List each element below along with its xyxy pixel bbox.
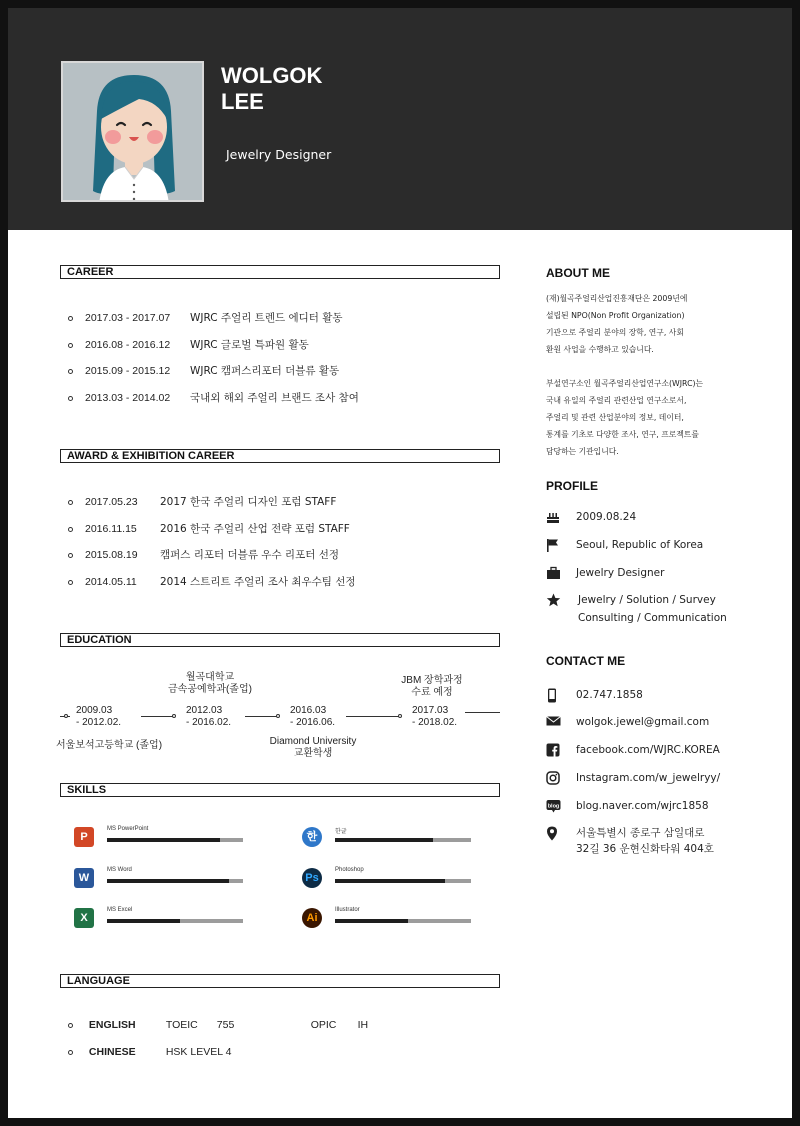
career-item [68, 337, 309, 352]
education-school-name: 월곡대학교 [185, 672, 235, 683]
about-line: 환원 사업을 수행하고 있습니다. [546, 345, 654, 354]
education-date-start: 2017.03 [412, 705, 449, 716]
skill-bar [107, 919, 243, 923]
star-icon [546, 593, 562, 607]
skill-name: Photoshop [335, 867, 364, 873]
education-section-title: EDUCATION [60, 633, 500, 647]
education-date-start: 2012.03 [186, 705, 223, 716]
career-date: 2015.09 - 2015.12 [85, 365, 171, 377]
flag-icon [546, 538, 562, 552]
timeline-dot [398, 714, 402, 718]
bullet-icon [68, 1050, 73, 1055]
name-second-line: LEE [221, 89, 264, 114]
award-date: 2016.11.15 [85, 523, 137, 535]
award-item [68, 547, 339, 562]
language-item [68, 1046, 231, 1058]
award-item [68, 521, 350, 536]
profile-interests-line1: Jewelry / Solution / Survey [578, 594, 716, 606]
name-heading [221, 63, 322, 115]
about-section-title: ABOUT ME [546, 266, 610, 280]
mail-icon [546, 715, 562, 729]
career-date: 2013.03 - 2014.02 [85, 392, 171, 404]
contact-facebook-link[interactable]: facebook.com/WJRC.KOREA [576, 744, 720, 756]
award-date: 2015.08.19 [85, 549, 138, 561]
timeline-dot [172, 714, 176, 718]
career-date: 2016.08 - 2016.12 [85, 339, 171, 351]
timeline-line [465, 712, 500, 713]
word-icon: W [74, 868, 94, 888]
bullet-icon [68, 369, 73, 374]
career-text: WJRC 글로벌 특파원 활동 [190, 339, 309, 351]
education-school [158, 672, 262, 696]
contact-address-line2: 32길 36 운현신화타워 404호 [576, 843, 714, 855]
powerpoint-icon: P [74, 827, 94, 847]
skills-section-title: SKILLS [60, 783, 500, 797]
education-date [290, 705, 335, 729]
about-text [546, 290, 746, 460]
career-item [68, 310, 343, 325]
skill-bar-fill [107, 838, 220, 842]
about-line: 국내 유일의 주얼리 관련산업 연구소로서, [546, 396, 687, 405]
career-section-title: CAREER [60, 265, 500, 279]
blog-icon [546, 799, 562, 813]
education-date-end: - 2016.06. [290, 717, 336, 728]
contact-phone-text[interactable]: 02.747.1858 [576, 689, 643, 701]
career-date: 2017.03 - 2017.07 [85, 312, 171, 324]
skill-bar [107, 838, 243, 842]
career-text: 국내외 해외 주얼리 브랜드 조사 참여 [190, 392, 359, 404]
timeline-line [346, 716, 400, 717]
skill-bar-fill [107, 879, 229, 883]
resume-page [8, 8, 792, 1118]
profile-birth-text: 2009.08.24 [576, 511, 637, 523]
profile-location-text: Seoul, Republic of Korea [576, 539, 704, 551]
hangul-icon: 한 [302, 827, 322, 847]
language-test: TOEIC [165, 1019, 198, 1031]
job-title: Jewelry Designer [226, 147, 332, 162]
career-text: WJRC 캠퍼스리포터 더블류 활동 [190, 365, 340, 377]
about-line: (재)월곡주얼리산업진흥재단은 2009년에 [546, 294, 688, 303]
skill-name: MS Excel [107, 907, 133, 913]
education-school-name: Diamond University [269, 736, 357, 747]
about-line: 담당하는 기관입니다. [546, 447, 619, 456]
award-text: 2014 스트리트 주얼리 조사 최우수팀 선정 [160, 576, 356, 588]
contact-section-title: CONTACT ME [546, 654, 626, 668]
education-date-end: - 2018.02. [412, 717, 458, 728]
profile-interests-line2: Consulting / Communication [578, 612, 727, 624]
skill-bar-fill [335, 879, 445, 883]
award-item [68, 574, 356, 589]
bullet-icon [68, 553, 73, 558]
avatar-illustration [63, 63, 204, 202]
cake-icon [546, 510, 562, 524]
language-name: ENGLISH [88, 1019, 136, 1031]
timeline-dot [64, 714, 68, 718]
career-text: WJRC 주얼리 트렌드 에디터 활동 [190, 312, 343, 324]
briefcase-icon [546, 566, 562, 580]
career-item [68, 363, 339, 378]
skill-name: Illustrator [335, 907, 360, 913]
about-line: 통계를 기초로 다양한 조사, 연구, 프로젝트를 [546, 430, 699, 439]
language-test: HSK LEVEL 4 [165, 1046, 232, 1058]
contact-instagram-link[interactable]: Instagram.com/w_jewelryy/ [576, 772, 721, 784]
illustrator-icon: Ai [302, 908, 322, 928]
education-school-major: 금속공예학과(졸업) [168, 684, 252, 695]
skill-bar [335, 919, 471, 923]
education-school [380, 675, 484, 699]
header [8, 8, 792, 230]
language-section-title: LANGUAGE [60, 974, 500, 988]
timeline-dot [276, 714, 280, 718]
language-test: OPIC [310, 1019, 337, 1031]
career-item [68, 390, 359, 405]
skill-name: MS Word [107, 867, 132, 873]
instagram-icon [546, 771, 562, 785]
education-school [258, 736, 368, 760]
education-school-note: 교환학생 [293, 748, 333, 759]
bullet-icon [68, 580, 73, 585]
facebook-icon [546, 743, 562, 757]
contact-address-line1: 서울특별시 종로구 삼일대로 [576, 827, 705, 839]
language-item [68, 1019, 368, 1031]
education-date [412, 705, 457, 729]
about-line: 기관으로 주얼리 분야의 장학, 연구, 사회 [546, 328, 684, 337]
education-date-end: - 2012.02. [76, 717, 122, 728]
award-date: 2017.05.23 [85, 496, 138, 508]
education-date-start: 2009.03 [76, 705, 113, 716]
skill-bar [335, 879, 471, 883]
bullet-icon [68, 316, 73, 321]
about-line: 주얼리 및 관련 산업분야의 정보, 데이터, [546, 413, 684, 422]
education-school-note: 수료 예정 [411, 687, 453, 698]
skill-name: MS PowerPoint [107, 826, 149, 832]
bullet-icon [68, 500, 73, 505]
timeline-line [141, 716, 173, 717]
education-school-name: JBM 장학과정 [401, 675, 463, 686]
education-date [76, 705, 121, 729]
svg-text:blog: blog [547, 803, 560, 810]
award-date: 2014.05.11 [85, 576, 137, 588]
bullet-icon [68, 343, 73, 348]
about-line [546, 358, 746, 375]
skill-bar-fill [107, 919, 180, 923]
phone-icon [546, 688, 562, 702]
excel-icon: X [74, 908, 94, 928]
bullet-icon [68, 396, 73, 401]
photoshop-icon: Ps [302, 868, 322, 888]
contact-email-link[interactable]: wolgok.jewel@gmail.com [576, 716, 710, 728]
skill-bar [335, 838, 471, 842]
avatar [61, 61, 204, 202]
bullet-icon [68, 1023, 73, 1028]
skill-bar-fill [335, 838, 433, 842]
profile-section-title: PROFILE [546, 479, 599, 493]
skill-bar-fill [335, 919, 408, 923]
about-line: 설립된 NPO(Non Profit Organization) [546, 311, 685, 320]
language-score: 755 [216, 1019, 235, 1031]
contact-blog-link[interactable]: blog.naver.com/wjrc1858 [576, 800, 709, 812]
bullet-icon [68, 527, 73, 532]
education-date-end: - 2016.02. [186, 717, 232, 728]
award-section-title: AWARD & EXHIBITION CAREER [60, 449, 500, 463]
education-school: 서울보석고등학교 (졸업) [56, 740, 163, 751]
name-first-line: WOLGOK [221, 63, 323, 88]
award-text: 캠퍼스 리포터 더블류 우수 리포터 선정 [160, 549, 339, 561]
skill-bar [107, 879, 243, 883]
education-date [186, 705, 231, 729]
profile-job-text: Jewelry Designer [576, 567, 665, 579]
award-item [68, 494, 336, 509]
skill-name: 한글 [335, 829, 347, 835]
timeline-line [245, 716, 278, 717]
location-pin-icon [546, 826, 562, 840]
language-score: IH [357, 1019, 369, 1031]
about-line: 부설연구소인 월곡주얼리산업연구소(WJRC)는 [546, 379, 704, 388]
education-date-start: 2016.03 [290, 705, 327, 716]
language-name: CHINESE [88, 1046, 136, 1058]
award-text: 2016 한국 주얼리 산업 전략 포럼 STAFF [160, 523, 350, 535]
award-text: 2017 한국 주얼리 디자인 포럼 STAFF [160, 496, 337, 508]
